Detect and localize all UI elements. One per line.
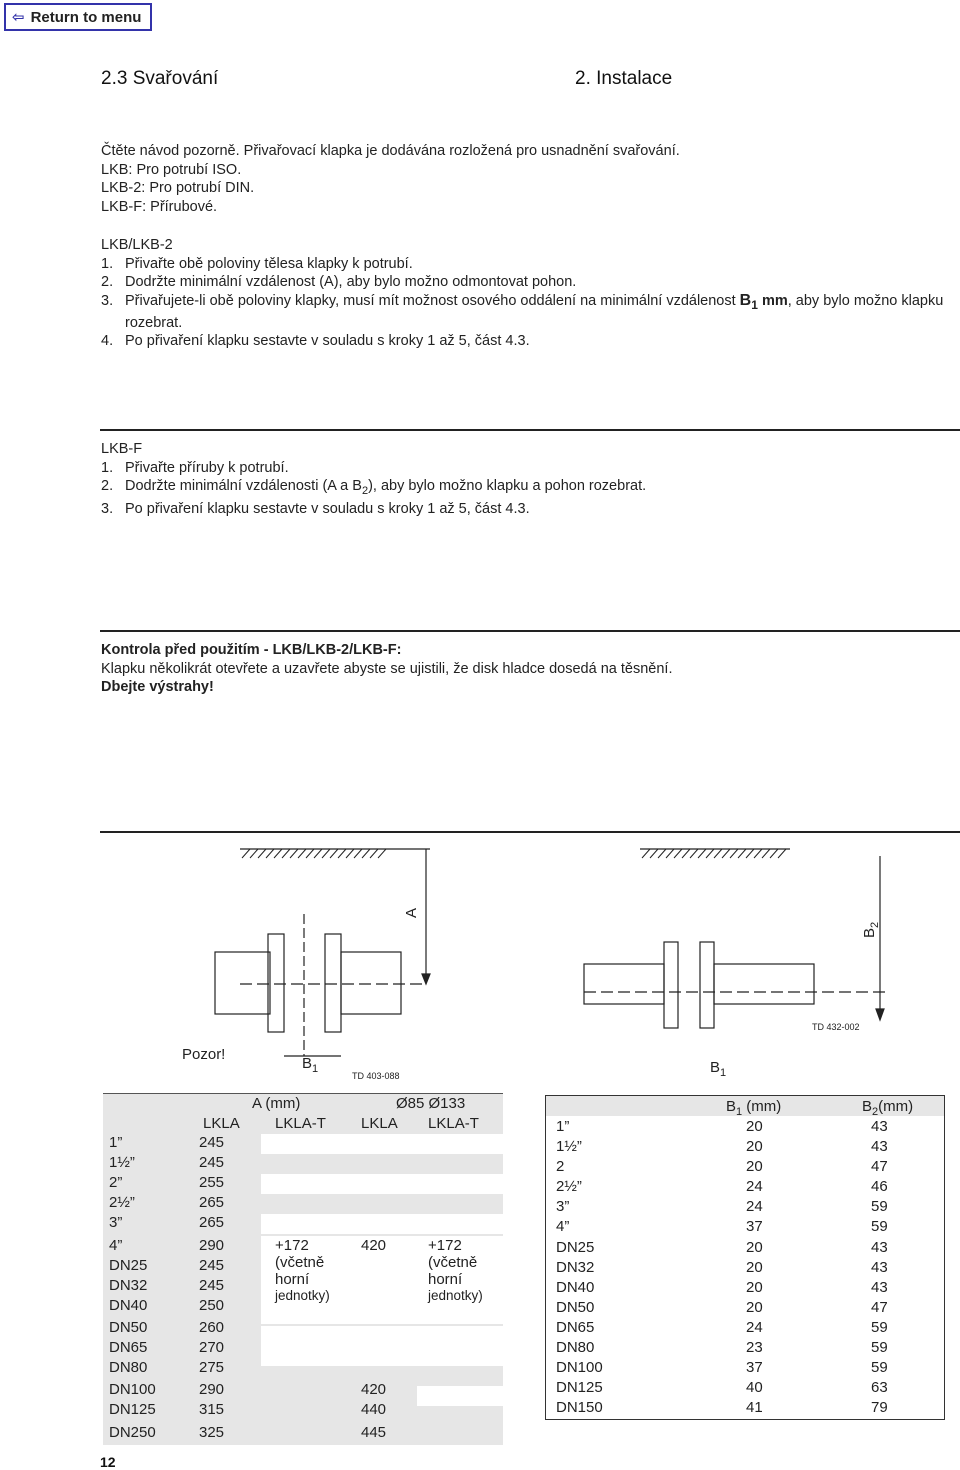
table-row: DN65 270 bbox=[109, 1339, 225, 1356]
divider bbox=[100, 429, 960, 431]
table-row: 2” 255 bbox=[109, 1174, 225, 1191]
arrowhead bbox=[876, 1009, 884, 1020]
table-row: DN100 290 bbox=[109, 1381, 225, 1398]
table-row: DN50 20 47 bbox=[556, 1298, 888, 1316]
page-number: 12 bbox=[100, 1454, 116, 1470]
label-a: A bbox=[403, 907, 420, 918]
col-header: LKLA bbox=[203, 1115, 240, 1132]
table-row: 1” 20 43 bbox=[556, 1118, 888, 1135]
return-to-menu-button[interactable] bbox=[4, 3, 152, 31]
table-row: DN125 40 63 bbox=[556, 1379, 888, 1397]
header-b1: $B_1$ (mm) bbox=[726, 1098, 782, 1118]
table-row: 4” 37 59 bbox=[556, 1218, 888, 1236]
arrowhead bbox=[422, 974, 430, 984]
lkla85-4: 420 bbox=[361, 1237, 387, 1254]
lklat133-note: +172 (včetně horní jednotky) bbox=[428, 1237, 483, 1303]
intro-line: LKB-2: Pro potrubí DIN. bbox=[101, 180, 255, 196]
col-header: LKLA bbox=[361, 1115, 398, 1132]
check-text: Klapku několikrát otevřete a uzavřete abyste se ujistili, že disk hladce dosedá na těsnění. bbox=[101, 660, 673, 677]
intro-line: Čtěte návod pozorně. Přivařovací klapka je dodávána rozložená pro usnadnění svařování. bbox=[101, 143, 680, 159]
list-item: 2. Dodržte minimální vzdálenost (A), aby bylo možno odmontovat pohon. bbox=[101, 274, 577, 290]
wall-hatch bbox=[242, 849, 386, 858]
pipe-left bbox=[584, 964, 664, 1004]
check-warning: Dbejte výstrahy! bbox=[101, 679, 214, 695]
chapter-title: 2. Instalace bbox=[575, 68, 673, 89]
table-row: 4” 290 bbox=[109, 1237, 225, 1254]
header-b2: $B_2(mm)$ bbox=[862, 1098, 914, 1118]
header-diam: Ø85 Ø133 bbox=[396, 1095, 466, 1112]
label-b1-left: $B_1$ bbox=[302, 1055, 319, 1075]
pipe-right bbox=[714, 964, 814, 1004]
table-row: DN100 37 59 bbox=[556, 1359, 888, 1377]
flange-right bbox=[700, 942, 714, 1028]
intro-line: LKB: Pro potrubí ISO. bbox=[101, 161, 242, 178]
col-header: LKLA-T bbox=[428, 1115, 479, 1132]
table-row: DN40 250 bbox=[109, 1297, 225, 1314]
installation-drawing bbox=[100, 834, 960, 1084]
label-b2: $B_2$ bbox=[861, 921, 881, 938]
pipe-left bbox=[215, 952, 270, 1014]
lkla85-dn100: 420 bbox=[361, 1381, 387, 1398]
table-row: DN40 20 43 bbox=[556, 1278, 888, 1296]
table-row: DN50 260 bbox=[109, 1319, 225, 1336]
lkbf-title: LKB-F bbox=[101, 441, 143, 457]
lkb-title: LKB/LKB-2 bbox=[101, 237, 173, 253]
table-b bbox=[545, 1095, 945, 1420]
pozor-label: Pozor! bbox=[182, 1046, 226, 1063]
wall-hatch bbox=[642, 849, 786, 858]
table-row: 3” 265 bbox=[109, 1214, 225, 1231]
intro-text bbox=[101, 142, 680, 216]
table-row: DN80 23 59 bbox=[556, 1339, 888, 1357]
header-amm: A (mm) bbox=[252, 1095, 301, 1112]
pipe-right bbox=[341, 952, 401, 1014]
table-row: 1½” 20 43 bbox=[556, 1138, 888, 1156]
check-section bbox=[101, 641, 672, 697]
col-header: LKLA-T bbox=[275, 1115, 326, 1132]
table-row: DN25 245 bbox=[109, 1257, 225, 1274]
table-row: 3” 24 59 bbox=[556, 1198, 888, 1216]
td-left: TD 403-088 bbox=[352, 1071, 400, 1081]
table-row: 2½” 265 bbox=[109, 1194, 225, 1211]
lkla85-dn250: 445 bbox=[361, 1424, 387, 1441]
table-row: DN65 24 59 bbox=[556, 1318, 888, 1336]
table-a bbox=[103, 1093, 503, 1444]
label-b1-right: $B_1$ bbox=[710, 1059, 727, 1079]
flange-right bbox=[325, 934, 341, 1032]
table-row: DN125 315 bbox=[109, 1401, 225, 1418]
divider bbox=[100, 831, 960, 833]
intro-line: LKB-F: Přírubové. bbox=[101, 198, 218, 215]
return-label: Return to menu bbox=[30, 8, 142, 26]
back-arrow-icon: ⇦ bbox=[12, 9, 25, 26]
table-row: 1½” 245 bbox=[109, 1154, 225, 1171]
table-row: DN250 325 bbox=[109, 1424, 225, 1441]
table-row: 2 20 47 bbox=[556, 1158, 888, 1176]
table-row: DN32 20 43 bbox=[556, 1258, 888, 1276]
table-row: DN80 275 bbox=[109, 1359, 225, 1376]
section-title: 2.3 Svařování bbox=[101, 68, 219, 89]
list-item: 3. Po přivaření klapku sestavte v souladu s kroky 1 až 5, část 4.3. bbox=[101, 501, 530, 518]
lklat-note: +172 (včetně horní jednotky) bbox=[275, 1237, 330, 1303]
td-right: TD 432-002 bbox=[812, 1022, 860, 1032]
lkbf-instructions bbox=[101, 440, 956, 519]
table-row: DN32 245 bbox=[109, 1277, 225, 1294]
table-row: DN25 20 43 bbox=[556, 1238, 888, 1256]
lkla85-dn125: 440 bbox=[361, 1401, 387, 1418]
check-title: Kontrola před použitím - LKB/LKB-2/LKB-F: bbox=[101, 642, 402, 658]
table-row: 1” 245 bbox=[109, 1134, 225, 1151]
list-item: 1. Přivařte obě poloviny tělesa klapky k potrubí. bbox=[101, 255, 413, 272]
flange-left bbox=[664, 942, 678, 1028]
list-item: 4. Po přivaření klapku sestavte v souladu s kroky 1 až 5, část 4.3. bbox=[101, 333, 530, 350]
list-item: 1. Přivařte příruby k potrubí. bbox=[101, 459, 289, 476]
table-row: DN150 41 79 bbox=[556, 1399, 888, 1417]
lkb-instructions bbox=[101, 236, 956, 351]
list-item: 2. Dodržte minimální vzdálenosti (A a $B_2$), aby bylo možno klapku a pohon rozebrat. bbox=[101, 478, 647, 497]
table-row: 2½” 24 46 bbox=[556, 1178, 888, 1196]
list-item: 3. Přivařujete-li obě poloviny klapky, musí mít možnost osového oddálení na minimální vzdálenost $B_1$ mm, aby bylo možno klapku rozebrat. bbox=[101, 291, 944, 331]
divider bbox=[100, 630, 960, 632]
table-rows bbox=[556, 1118, 936, 1419]
